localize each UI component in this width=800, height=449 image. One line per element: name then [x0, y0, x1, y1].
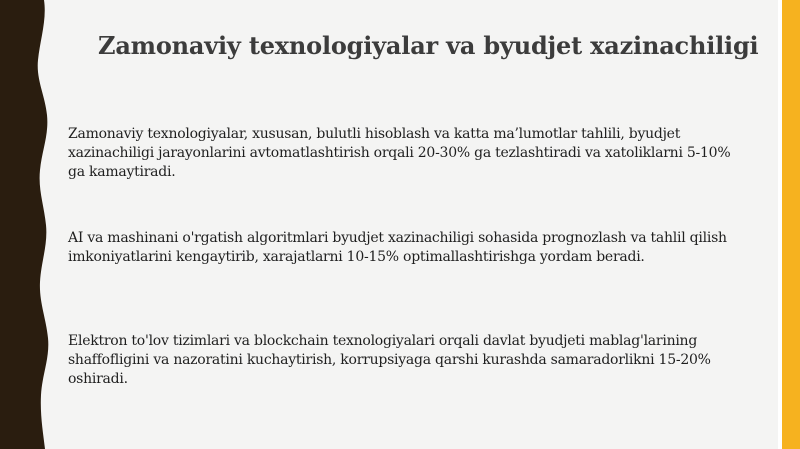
paragraph-electronic-payments-blockchain: Elektron to'lov tizimlari va blockchain texnologiyalari orqali davlat byudjeti mablag'larining shaffofligini va nazoratini kuchaytirish, korrupsiyaga qarshi kurashda samaradorlikni 15-20% oshiradi.: [68, 333, 711, 387]
slide-title: Zamonaviy texnologiyalar va byudjet xazinachiligi: [98, 31, 759, 60]
paragraph-modern-technologies: Zamonaviy texnologiyalar, xususan, bulutli hisoblash va katta ma’lumotlar tahlili, byudjet xazinachiligi jarayonlarini avtomatlashtirish orqali 20-30% ga tezlashtiradi va xatoliklarni 5-10% ga kamaytiradi.: [68, 126, 731, 180]
left-wavy-border-decoration: [0, 0, 60, 449]
right-accent-bar: [782, 0, 800, 449]
paragraph-ai-machine-learning: AI va mashinani o'rgatish algoritmlari byudjet xazinachiligi sohasida prognozlash va tahlil qilish imkoniyatlarini kengaytirib, xarajatlarni 10-15% optimallashtirishga yordam beradi.: [68, 230, 727, 265]
